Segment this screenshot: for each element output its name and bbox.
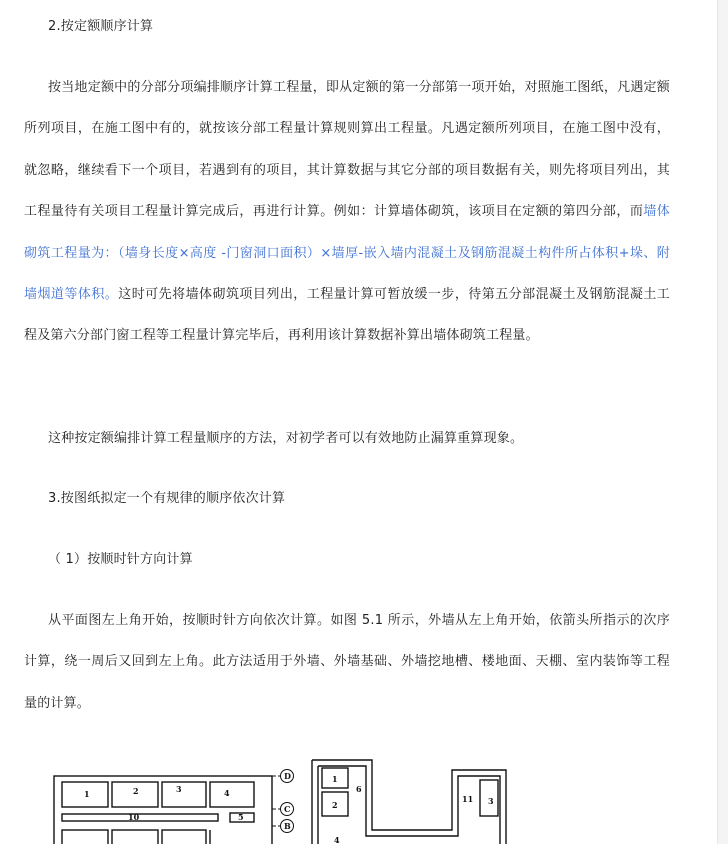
left-room-label: 1 — [84, 789, 90, 799]
subsection-heading-clockwise: （ 1）按顺时针方向计算 — [48, 552, 193, 567]
paragraph-text: 按当地定额中的分部分项编排顺序计算工程量，即从定额的第一分部第一项开始，对照施工图纸，凡遇定额所列项目，在施工图中有的，就按该分部工程量计算规则算出工程量。凡遇定额所列项目，在施工图中没有，就忽略，继续看下一个项目，若遇到有的项目，其计算数据与其它分部的项目数据有关，则先将项目列出，其工程量待有关项目工程量计算完成后，再进行计算。例如：计算墙体砌筑，该项目在定额的第四分部，而 — [24, 80, 670, 220]
right-room-label: 3 — [488, 796, 494, 806]
figure-5-1-floor-plans — [40, 752, 680, 844]
axis-label: B — [284, 821, 291, 831]
axis-label: D — [284, 771, 291, 781]
left-room-label: 3 — [176, 784, 182, 794]
plan-labels — [40, 752, 680, 844]
paragraph-text-continued: 这时可先将墙体砌筑项目列出，工程量计算可暂放缓一步，待第五分部混凝土及钢筋混凝土工程及第六分部门窗工程等工程量计算完毕后，再利用该计算数据补算出墙体砌筑工程量。 — [24, 287, 670, 344]
section-heading-3: 3.按图纸拟定一个有规律的顺序依次计算 — [48, 491, 286, 506]
right-room-label: 6 — [356, 784, 362, 794]
right-room-label: 11 — [462, 794, 474, 804]
left-room-label: 2 — [133, 786, 139, 796]
paragraph-beginner-note: 这种按定额编排计算工程量顺序的方法，对初学者可以有效地防止漏算重算现象。 — [48, 431, 524, 446]
paragraph-quota-order — [24, 67, 670, 357]
left-room-label: 5 — [238, 812, 244, 822]
page-scroll-gutter[interactable] — [717, 0, 728, 844]
axis-label: C — [284, 804, 291, 814]
right-room-label: 1 — [332, 774, 338, 784]
left-room-label: 4 — [224, 788, 230, 798]
right-room-label: 2 — [332, 800, 338, 810]
section-heading-2: 2.按定额顺序计算 — [48, 19, 154, 34]
wall-masonry-formula-link[interactable]: 墙体砌筑工程量为：（墙身长度×高度 -门窗洞口面积）×墙厚-嵌入墙内混凝土及钢筋混凝土构件所占体积+垛、附墙烟道等体积。 — [24, 204, 670, 303]
right-room-label: 4 — [334, 835, 340, 844]
left-room-label: 10 — [128, 812, 140, 822]
paragraph-clockwise-method: 从平面图左上角开始，按顺时针方向依次计算。如图 5.1 所示，外墙从左上角开始，依箭头所指示的次序计算，绕一周后又回到左上角。此方法适用于外墙、外墙基础、外墙挖地槽、楼地面、天棚、室内装饰等工程量的计算。 — [24, 613, 670, 711]
